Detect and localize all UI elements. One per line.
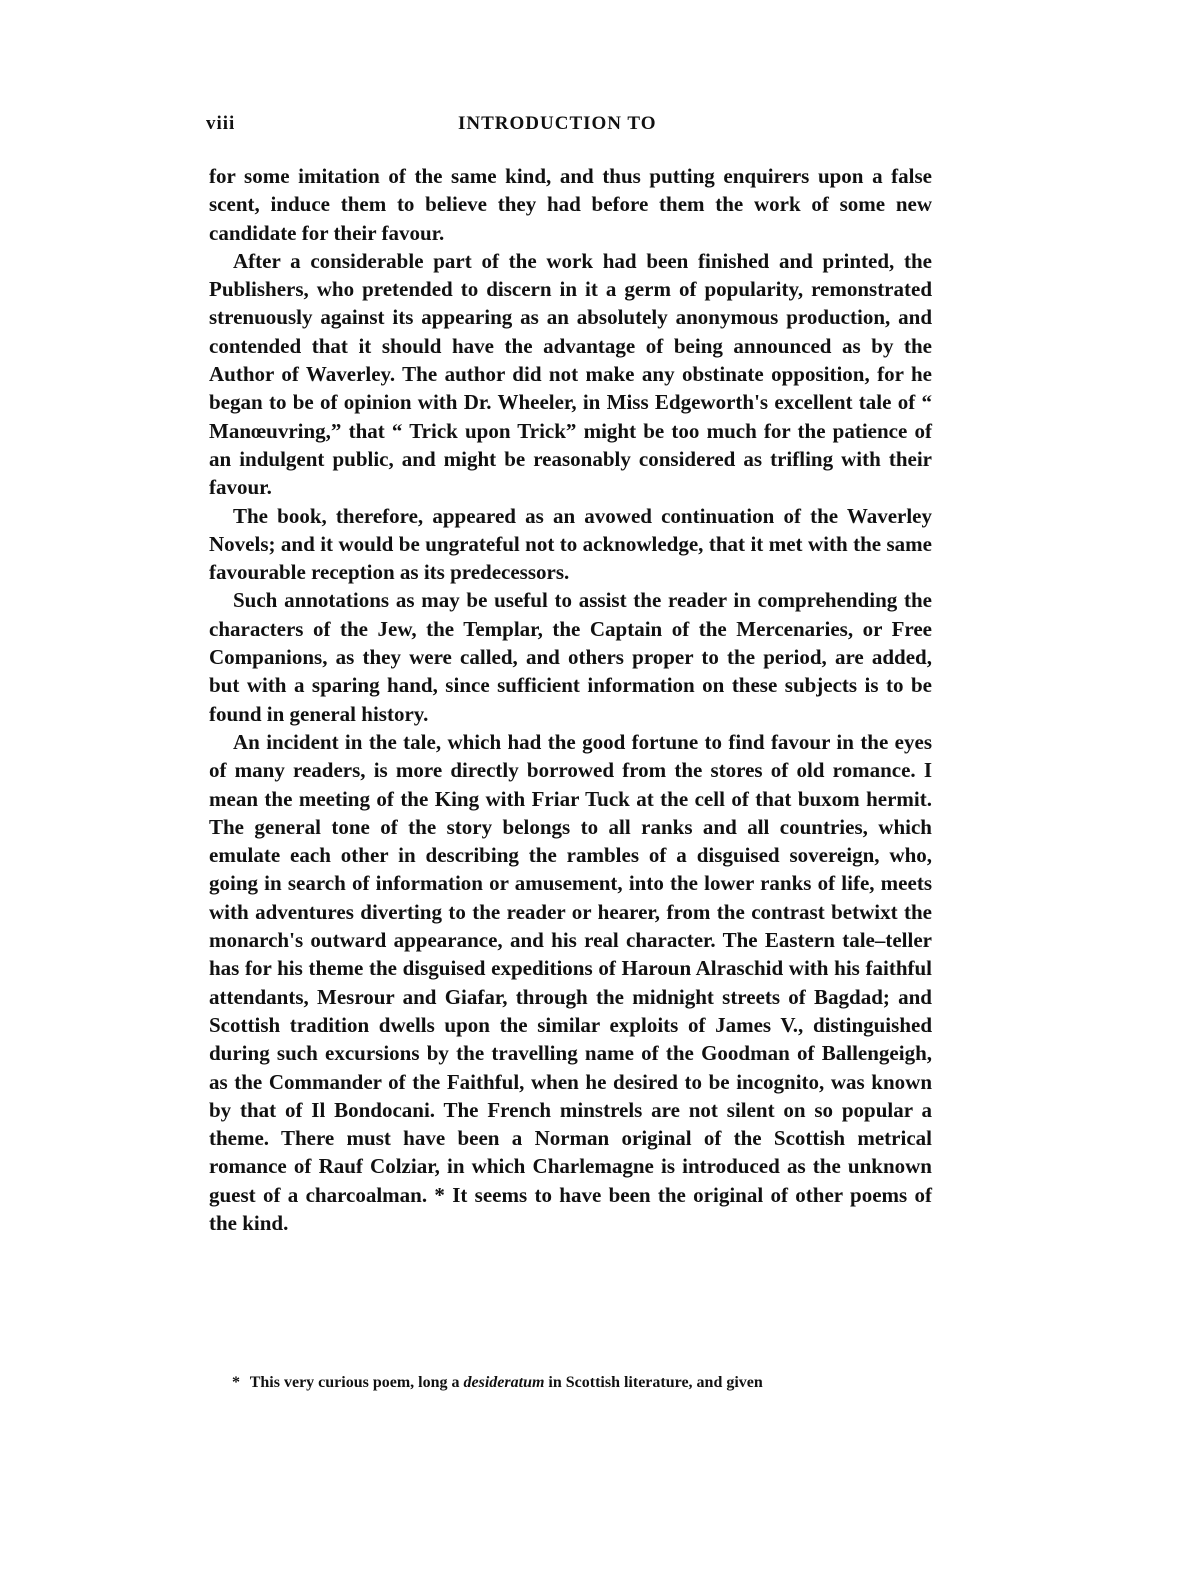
footnote-mark: * [232, 1374, 240, 1391]
footnote-text-before: This very curious poem, long a [249, 1374, 460, 1391]
paragraph-book-appeared: The book, therefore, appeared as an avowed continuation of the Waverley Novels; and it would be ungrateful not to acknowledge, that it met with the same favourable reception as its predecessors. [209, 503, 932, 585]
footnote-text-after: in Scottish literature, and given [548, 1374, 763, 1391]
body-text [209, 162, 932, 1237]
paragraph-incident: An incident in the tale, which had the good fortune to find favour in the eyes of many readers, is more directly borrowed from the stores of old romance. I mean the meeting of the King with Friar Tuck at the cell of that buxom hermit. The general tone of the story belongs to all ranks and all countries, which emulate each other in describing the rambles of a disguised sovereign, who, going in search of information or amusement, into the lower ranks of life, meets with adventures diverting to the reader or hearer, from the contrast betwixt the monarch's outward appearance, and his real character. The Eastern tale–teller has for his theme the disguised expeditions of Haroun Alraschid with his faithful attendants, Mesrour and Giafar, through the midnight streets of Bagdad; and Scottish tradition dwells upon the similar exploits of James V., distinguished during such excursions by the travelling name of the Goodman of Ballengeigh, as the Commander of the Faithful, when he desired to be incognito, was known by that of Il Bondocani. The French minstrels are not silent on so popular a theme. There must have been a Norman original of the Scottish metrical romance of Rauf Colziar, in which Charlemagne is introduced as the unknown guest of a charcoalman. * It seems to have been the original of other poems of the kind. [209, 729, 932, 1235]
page-header [206, 113, 926, 145]
running-title: INTRODUCTION TO [458, 113, 657, 134]
paragraph-continuation: for some imitation of the same kind, and thus putting enquirers upon a false scent, induce them to believe they had before them the work of some new candidate for their favour. [209, 164, 932, 245]
footnote [232, 1372, 932, 1394]
footnote-emphasis: desideratum [463, 1374, 545, 1391]
page-number: viii [206, 113, 236, 134]
paragraph-annotations: Such annotations as may be useful to assist the reader in comprehending the characters of the Jew, the Templar, the Captain of the Mercenaries, or Free Companions, as they were called, and others proper to the period, are added, but with a sparing hand, since sufficient information on these subjects is to be found in general history. [209, 588, 932, 726]
paragraph-publishers: After a considerable part of the work had been finished and printed, the Publishers, who pretended to discern in it a germ of popularity, remonstrated strenuously against its appearing as an absolutely anonymous production, and contended that it should have the advantage of being announced as by the Author of Waverley. The author did not make any obstinate opposition, for he began to be of opinion with Dr. Wheeler, in Miss Edgeworth's excellent tale of “ Manœuvring,” that “ Trick upon Trick” might be too much for the patience of an indulgent public, and might be reasonably considered as trifling with their favour. [209, 248, 932, 500]
